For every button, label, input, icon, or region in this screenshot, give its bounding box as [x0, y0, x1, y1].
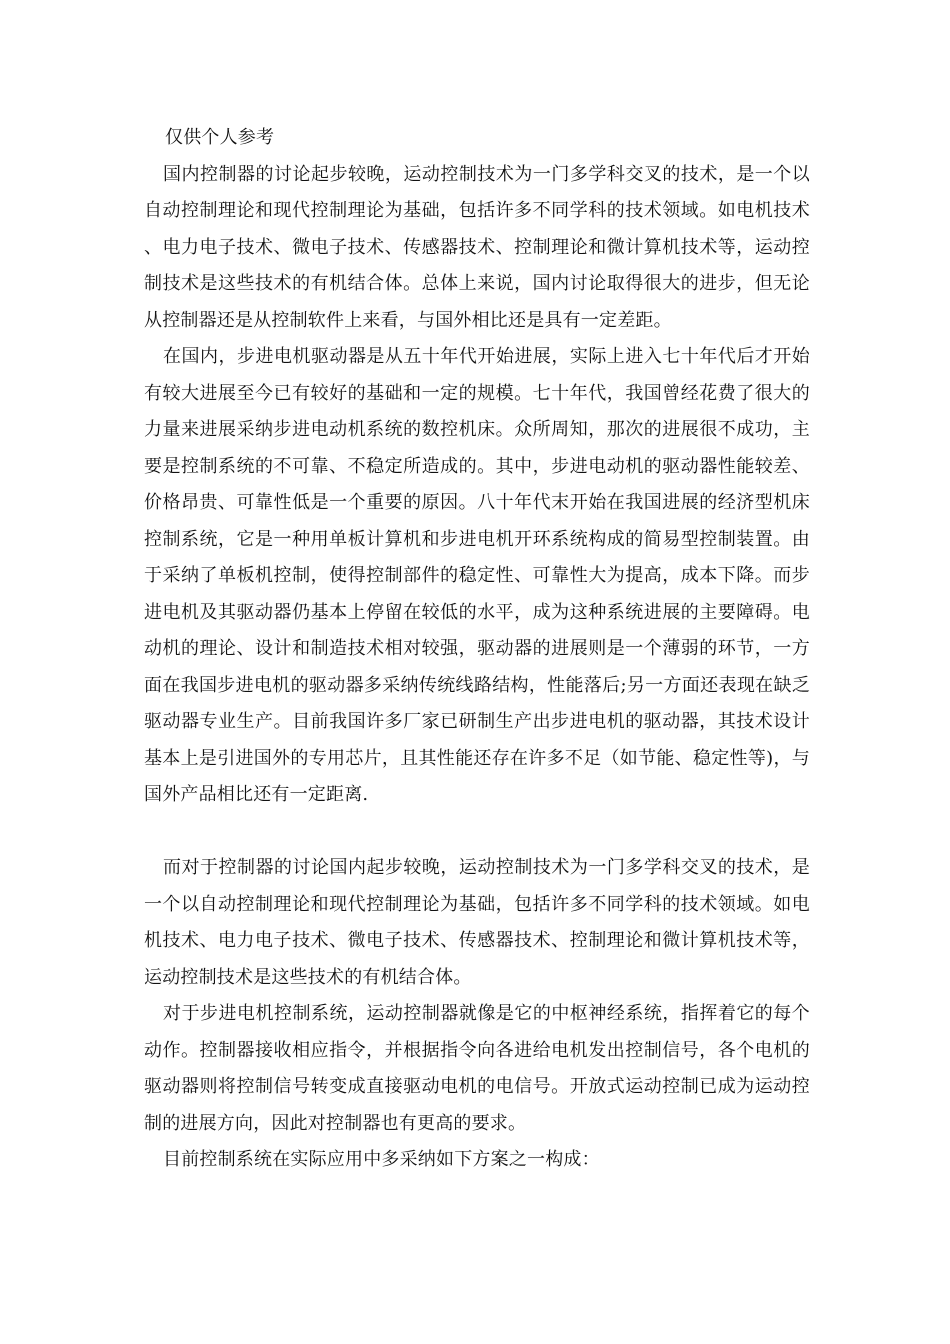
paragraph-domestic-controller-research: 国内控制器的讨论起步较晚，运动控制技术为一门多学科交叉的技术，是一个以自动控制理论和现代控制理论为基础，包括许多不同学科的技术领域。如电机技术、电力电子技术、微电子技术、传感器技术、控制理论和微计算机技术等，运动控制技术是这些技术的有机结合体。总体上来说，国内讨论取得很大的进步，但无论从控制器还是从控制软件上来看，与国外相比还是具有一定差距。 — [144, 163, 810, 331]
paragraph-stepper-driver-history: 在国内，步进电机驱动器是从五十年代开始进展，实际上进入七十年代后才开始有较大进展至今已有较好的基础和一定的规模。七十年代，我国曾经花费了很大的力量来进展采纳步进电动机系统的数控机床。众所周知，那次的进展很不成功，主要是控制系统的不可靠、不稳定所造成的。其中，步进电动机的驱动器性能较差、价格昂贵、可靠性低是一个重要的原因。八十年代末开始在我国进展的经济型机床控制系统，它是一种用单板计算机和步进电机开环系统构成的简易型控制装置。由于采纳了单板机控制，使得控制部件的稳定性、可靠性大为提高，成本下降。而步进电机及其驱动器仍基本上停留在较低的水平，成为这种系统进展的主要障碍。电动机的理论、设计和制造技术相对较强，驱动器的进展则是一个薄弱的环节，一方面在我国步进电机的驱动器多采纳传统线路结构，性能落后;另一方面还表现在缺乏驱动器专业生产。目前我国许多厂家已研制生产出步进电机的驱动器，其技术设计基本上是引进国外的专用芯片，且其性能还存在许多不足（如节能、稳定性等)，与国外产品相比还有一定距离. — [144, 346, 810, 805]
paragraph-controller-research: 而对于控制器的讨论国内起步较晚，运动控制技术为一门多学科交叉的技术，是一个以自动控制理论和现代控制理论为基础，包括许多不同学科的技术领域。如电机技术、电力电子技术、微电子技术、传感器技术、控制理论和微计算机技术等，运动控制技术是这些技术的有机结合体。 — [144, 857, 810, 988]
document-body — [144, 120, 810, 1179]
paragraph-control-system-schemes: 目前控制系统在实际应用中多采纳如下方案之一构成： — [163, 1149, 600, 1170]
header-note: 仅供个人参考 — [165, 127, 275, 148]
paragraph-motion-controller-role: 对于步进电机控制系统，运动控制器就像是它的中枢神经系统，指挥着它的每个动作。控制器接收相应指令，并根据指令向各进给电机发出控制信号，各个电机的驱动器则将控制信号转变成直接驱动电机的电信号。开放式运动控制已成为运动控制的进展方向，因此对控制器也有更高的要求。 — [144, 1003, 810, 1134]
paragraph-spacer — [144, 814, 810, 851]
